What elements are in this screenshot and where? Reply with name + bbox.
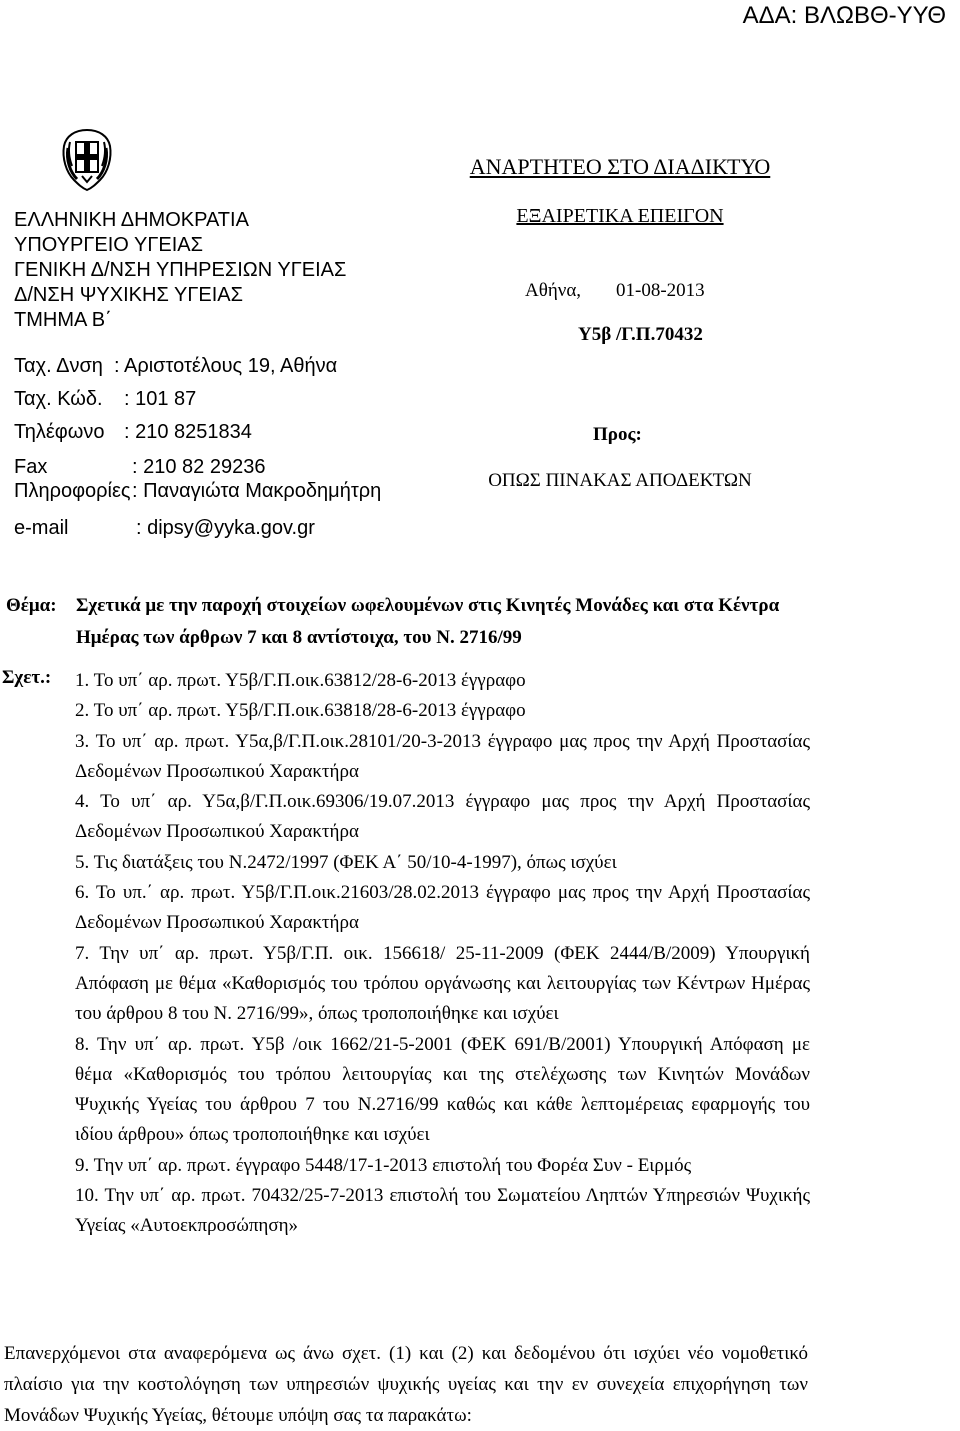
sender-ministry: ΥΠΟΥΡΓΕΙΟ ΥΓΕΙΑΣ bbox=[14, 234, 203, 256]
info-value: : Παναγιώτα Μακροδημήτρη bbox=[132, 480, 382, 502]
reference-item: 8. Την υπ΄ αρ. πρωτ. Υ5β /οικ 1662/21-5-2001 (ΦΕΚ 691/Β/2001) Υπουργική Απόφαση με θέμα «Καθορισμός του τρόπου λειτουργίας και της στελέχωσης των Κινητών Μονάδων Ψυχικής Υγείας του άρθρου 7 του Ν.2716/99 καθώς και κάθε λεπτομέρειας εφαρμογής του ιδίου άρθρου» όπως τροποποιήθηκε και ισχύει bbox=[75, 1033, 810, 1146]
address-label: Ταχ. Δνση bbox=[14, 355, 103, 377]
reference-item: 10. Την υπ΄ αρ. πρωτ. 70432/25-7-2013 επιστολή του Σωματείου Ληπτών Υπηρεσιών Ψυχικής Υγείας «Αυτοεκπροσώπηση» bbox=[75, 1185, 810, 1237]
references-label: Σχετ.: bbox=[2, 667, 52, 688]
ada-code: ΑΔΑ: ΒΛΩΒΘ-ΥΥΘ bbox=[742, 2, 946, 29]
subject-block bbox=[2, 590, 814, 660]
subject-label: Θέμα: bbox=[6, 595, 57, 616]
greek-coat-of-arms-icon bbox=[60, 128, 114, 192]
postcode-value: : 101 87 bbox=[124, 388, 197, 410]
reference-item: 2. Το υπ΄ αρ. πρωτ. Υ5β/Γ.Π.οικ.63818/28-6-2013 έγγραφο bbox=[75, 700, 526, 722]
recipient-label: Προς: bbox=[593, 424, 642, 445]
postcode-label: Ταχ. Κώδ. bbox=[14, 388, 103, 410]
reference-item: 4. Το υπ΄ αρ. Υ5α,β/Γ.Π.οικ.69306/19.07.2013 έγγραφο μας προς την Αρχή Προστασίας Δεδομένων Προσωπικού Χαρακτήρα bbox=[75, 791, 810, 843]
sender-general-directorate: ΓΕΝΙΚΗ Δ/ΝΣΗ ΥΠΗΡΕΣΙΩΝ ΥΓΕΙΑΣ bbox=[14, 259, 347, 281]
post-online-notice: ΑΝΑΡΤΗΤΕΟ ΣΤΟ ΔΙΑΔΙΚΤΥΟ bbox=[469, 154, 771, 179]
sender-republic: ΕΛΛΗΝΙΚΗ ΔΗΜΟΚΡΑΤΙΑ bbox=[14, 209, 249, 231]
fax-label: Fax bbox=[14, 456, 48, 478]
sender-directorate: Δ/ΝΣΗ ΨΥΧΙΚΗΣ ΥΓΕΙΑΣ bbox=[14, 284, 243, 306]
reference-item: 9. Την υπ΄ αρ. πρωτ. έγγραφο 5448/17-1-2013 επιστολή του Φορέα Συν - Ειρμός bbox=[75, 1154, 692, 1176]
protocol-number: Υ5β /Γ.Π.70432 bbox=[578, 324, 703, 345]
reference-item: 7. Την υπ΄ αρ. πρωτ. Υ5β/Γ.Π. οικ. 156618/ 25-11-2009 (ΦΕΚ 2444/Β/2009) Υπουργική Απόφαση με θέμα «Καθορισμός του τρόπου οργάνωσης και λειτουργίας των Κέντρων Ημέρας του άρθρου 8 του Ν. 2716/99», όπως τροποποιήθηκε και ισχύει bbox=[75, 942, 810, 1025]
phone-value: : 210 8251834 bbox=[124, 421, 252, 443]
fax-value: : 210 82 29236 bbox=[132, 456, 266, 478]
phone-label: Τηλέφωνο bbox=[14, 421, 105, 443]
recipient-value: ΟΠΩΣ ΠΙΝΑΚΑΣ ΑΠΟΔΕΚΤΩΝ bbox=[488, 470, 752, 491]
references-list bbox=[75, 666, 810, 1242]
email-label: e-mail bbox=[14, 517, 69, 539]
place: Αθήνα, bbox=[525, 280, 582, 301]
urgent-notice: ΕΞΑΙΡΕΤΙΚΑ ΕΠΕΙΓΟΝ bbox=[516, 205, 724, 227]
reference-item: 1. Το υπ΄ αρ. πρωτ. Υ5β/Γ.Π.οικ.63812/28-6-2013 έγγραφο bbox=[75, 670, 526, 691]
sender-department: ΤΜΗΜΑ Β΄ bbox=[14, 309, 112, 331]
reference-item: 3. Το υπ΄ αρ. πρωτ. Υ5α,β/Γ.Π.οικ.28101/20-3-2013 έγγραφο μας προς την Αρχή Προστασίας Δεδομένων Προσωπικού Χαρακτήρα bbox=[75, 730, 810, 782]
reference-item: 5. Τις διατάξεις του Ν.2472/1997 (ΦΕΚ Α΄ 50/10-4-1997), όπως ισχύει bbox=[75, 851, 617, 873]
address-value: : Αριστοτέλους 19, Αθήνα bbox=[114, 355, 338, 377]
email-value[interactable]: : dipsy@yyka.gov.gr bbox=[136, 517, 315, 539]
subject-text: Σχετικά με την παροχή στοιχείων ωφελουμένων στις Κινητές Μονάδες και στα Κέντρα Ημέρας των άρθρων 7 και 8 αντίστοιχα, του Ν. 2716/99 bbox=[76, 595, 780, 648]
closing-paragraph: Επανερχόμενοι στα αναφερόμενα ως άνω σχετ. (1) και (2) και δεδομένου ότι ισχύει νέο νομοθετικό πλαίσιο για την κοστολόγηση των υπηρεσιών ψυχικής υγείας και την εν συνεχεία επιχορήγηση των Μονάδων Ψυχικής Υγείας, θέτουμε υπόψη σας τα παρακάτω: bbox=[4, 1343, 808, 1426]
info-label: Πληροφορίες bbox=[14, 480, 131, 502]
reference-item: 6. Το υπ.΄ αρ. πρωτ. Υ5β/Γ.Π.οικ.21603/28.02.2013 έγγραφο μας προς την Αρχή Προστασίας Δεδομένων Προσωπικού Χαρακτήρα bbox=[75, 882, 810, 934]
date: 01-08-2013 bbox=[616, 280, 705, 301]
